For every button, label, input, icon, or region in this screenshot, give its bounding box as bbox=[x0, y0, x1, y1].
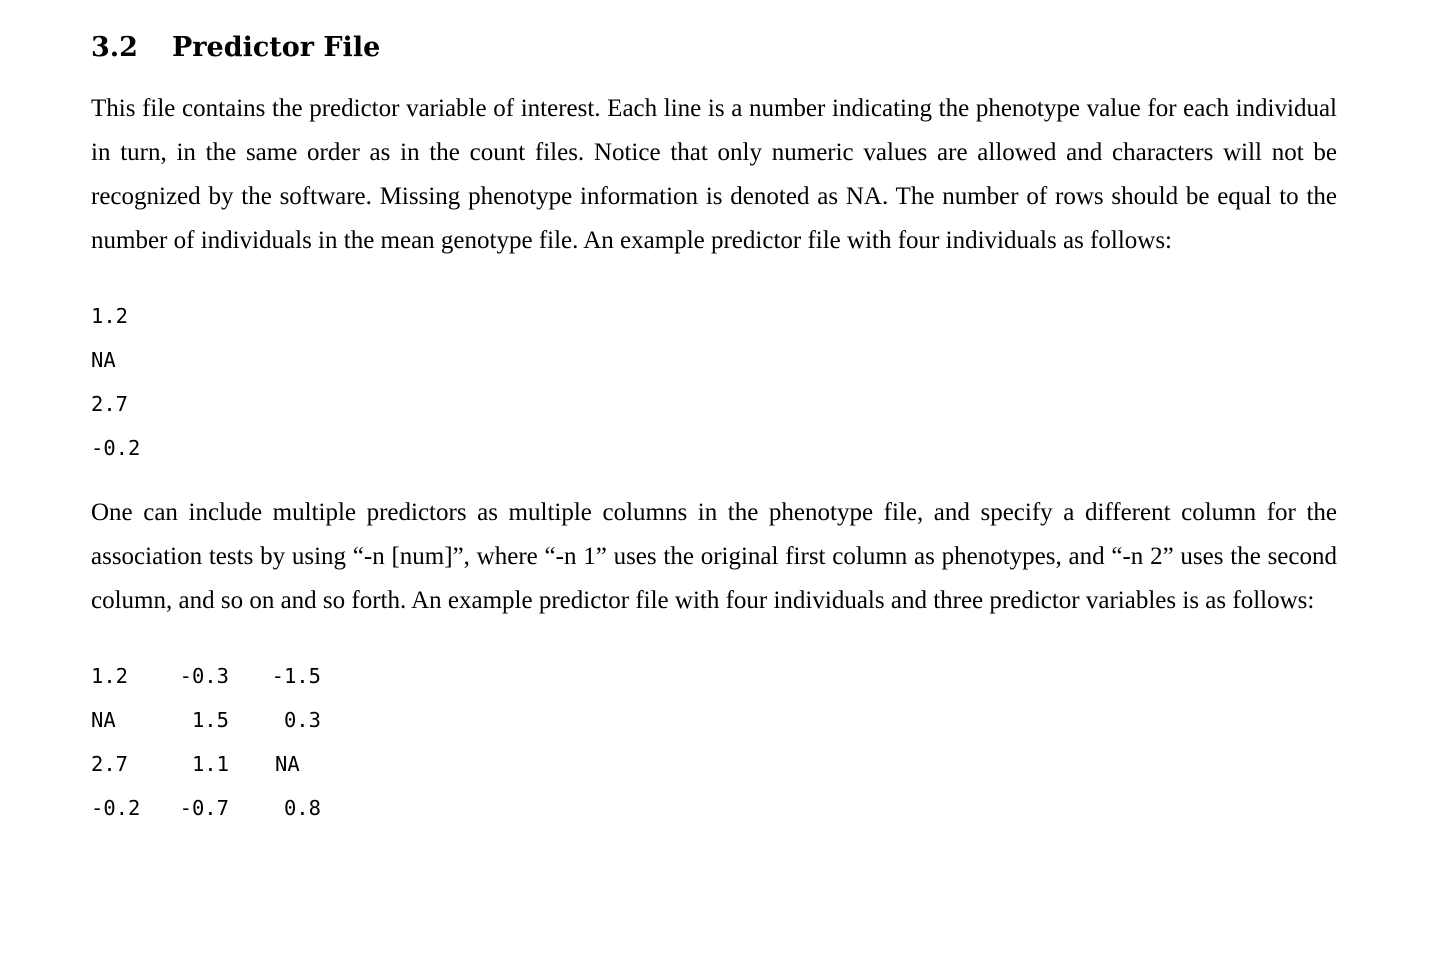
code-cell: 1.1 bbox=[191, 752, 229, 776]
code-cell: 0.8 bbox=[283, 796, 321, 820]
code-cell: NA bbox=[275, 752, 300, 776]
code-cell: 0.3 bbox=[283, 708, 321, 732]
example-predictor-file-single bbox=[91, 294, 1337, 470]
code-cell: -0.7 bbox=[179, 796, 229, 820]
document-page bbox=[91, 22, 1337, 830]
code-row bbox=[91, 742, 1337, 786]
code-cell: -0.2 bbox=[91, 796, 141, 820]
code-cell: -0.3 bbox=[179, 664, 229, 688]
code-line: NA bbox=[91, 348, 116, 372]
paragraph-predictor-description: This file contains the predictor variable of interest. Each line is a number indicating the phenotype value for each individual in turn, in the same order as in the count files. Notice that only numeric values are allowed and characters will not be recognized by the software. Missing phenotype information is denoted as NA. The number of rows should be equal to the number of individuals in the mean genotype file. An example predictor file with four individuals as follows: bbox=[91, 95, 1337, 254]
code-cell: -1.5 bbox=[271, 664, 321, 688]
section-heading bbox=[91, 22, 1337, 74]
paragraph-multiple-predictors: One can include multiple predictors as multiple columns in the phenotype file, and specify a different column for the association tests by using “-n [num]”, where “-n 1” uses the original first column as phenotypes, and “-n 2” uses the second column, and so on and so forth. An example predictor file with four individuals and three predictor variables is as follows: bbox=[91, 499, 1337, 614]
code-cell: NA bbox=[91, 708, 116, 732]
code-row bbox=[91, 698, 1337, 742]
code-line: 1.2 bbox=[91, 304, 129, 328]
code-cell: 2.7 bbox=[91, 752, 129, 776]
section-number: 3.2 bbox=[91, 32, 138, 63]
code-line: -0.2 bbox=[91, 436, 141, 460]
section-title: Predictor File bbox=[172, 32, 381, 63]
example-predictor-file-multi bbox=[91, 654, 1337, 830]
code-cell: 1.5 bbox=[191, 708, 229, 732]
code-line: 2.7 bbox=[91, 392, 129, 416]
code-row bbox=[91, 654, 1337, 698]
code-row bbox=[91, 786, 1337, 830]
code-cell: 1.2 bbox=[91, 664, 129, 688]
